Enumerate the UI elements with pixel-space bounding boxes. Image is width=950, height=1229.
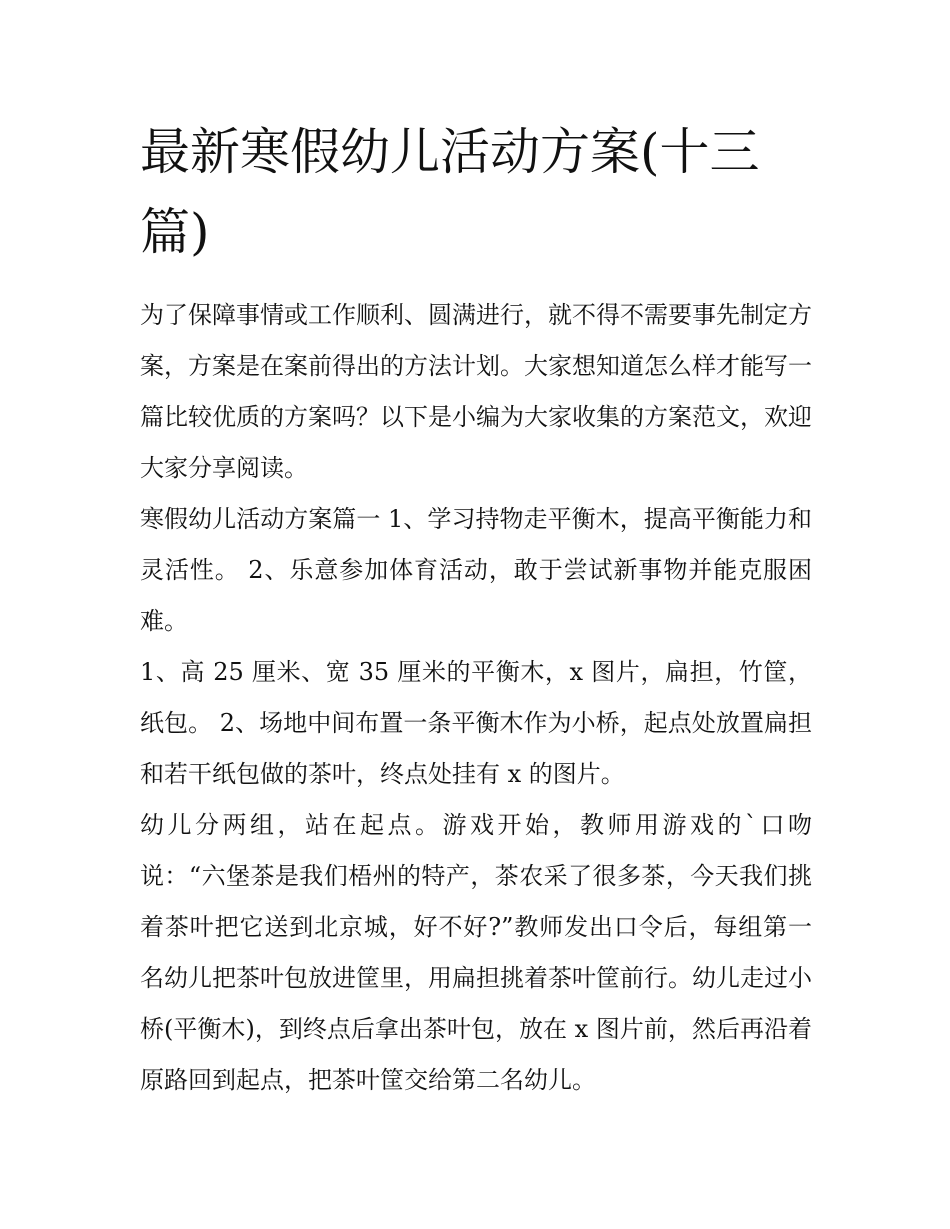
objectives-paragraph: 寒假幼儿活动方案篇一 1、学习持物走平衡木，提高平衡能力和灵活性。 2、乐意参加体育活动，敢于尝试新事物并能克服困难。	[140, 505, 812, 635]
procedure-paragraph: 幼儿分两组，站在起点。游戏开始，教师用游戏的`口吻说：“六堡茶是我们梧州的特产，茶农采了很多茶，今天我们挑着茶叶把它送到北京城，好不好?”教师发出口令后，每组第一名幼儿把茶叶包放进筐里，用扁担挑着茶叶筐前行。幼儿走过小桥(平衡木)，到终点后拿出茶叶包，放在 x 图片前，然后再沿着原路回到起点，把茶叶筐交给第二名幼儿。	[140, 811, 812, 1094]
document-title: 最新寒假幼儿活动方案(十三篇)	[140, 123, 760, 261]
intro-paragraph: 为了保障事情或工作顺利、圆满进行，就不得不需要事先制定方案，方案是在案前得出的方法计划。大家想知道怎么样才能写一篇比较优质的方案吗？以下是小编为大家收集的方案范文，欢迎大家分享阅读。	[140, 301, 812, 482]
materials-paragraph: 1、高 25 厘米、宽 35 厘米的平衡木，x 图片，扁担，竹筐，纸包。 2、场地中间布置一条平衡木作为小桥，起点处放置扁担和若干纸包做的茶叶，终点处挂有 x 的图片。	[140, 658, 812, 788]
document-page	[140, 112, 812, 1106]
